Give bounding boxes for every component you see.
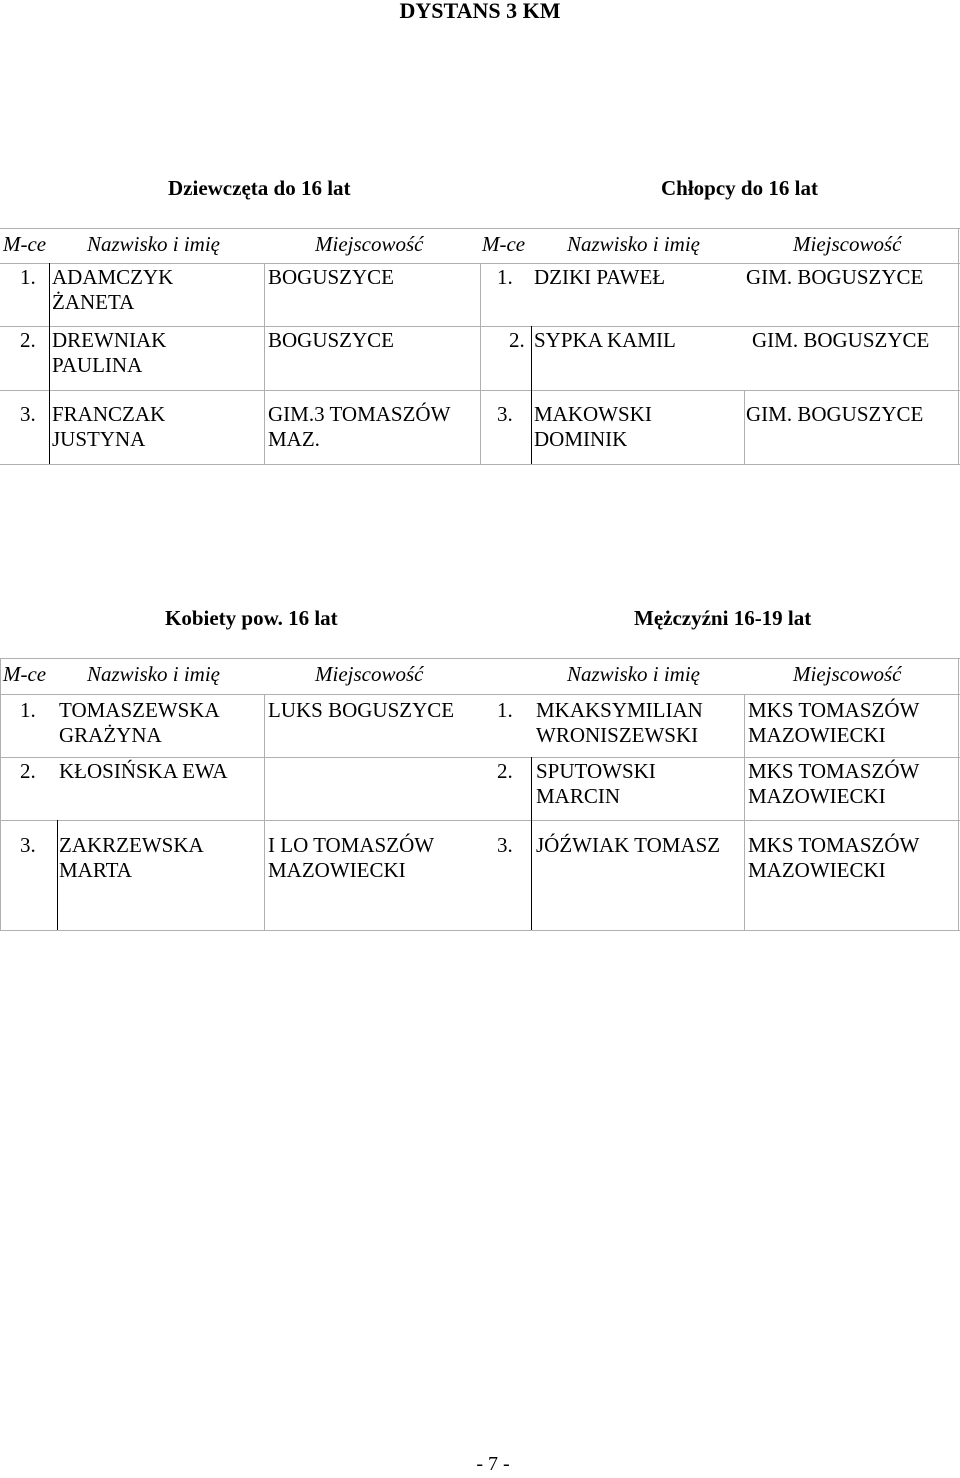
header-town: Miejscowość [315,232,424,256]
section1-right-title: Chłopcy do 16 lat [661,176,818,200]
header-name: Nazwisko i imię [87,232,221,256]
place-cell: 2. [509,328,525,352]
header-name: Nazwisko i imię [87,662,221,686]
header-name: Nazwisko i imię [567,662,701,686]
name-cell: FRANCZAK [52,402,166,426]
name-cell: DOMINIK [534,427,628,451]
place-cell: 1. [497,698,513,722]
place-cell: 2. [20,759,36,783]
place-cell: 3. [497,402,513,426]
place-cell: 3. [20,833,36,857]
town-cell: GIM. BOGUSZYCE [746,265,924,289]
name-cell: JUSTYNA [52,427,146,451]
town-cell: MAZOWIECKI [268,858,406,882]
place-cell: 2. [20,328,36,352]
place-cell: 3. [497,833,513,857]
header-place: M-ce [3,662,47,686]
name-cell: DZIKI PAWEŁ [534,265,666,289]
page-number: - 7 - [476,1453,510,1475]
town-cell: BOGUSZYCE [268,265,395,289]
town-cell: GIM. BOGUSZYCE [752,328,930,352]
place-cell: 1. [20,698,36,722]
name-cell: MKAKSYMILIAN [536,698,703,722]
header-place: M-ce [482,232,526,256]
name-cell: ADAMCZYK [52,265,174,289]
place-cell: 2. [497,759,513,783]
name-cell: JÓŹWIAK TOMASZ [536,833,721,857]
place-cell: 1. [20,265,36,289]
header-town: Miejscowość [315,662,424,686]
section2-left-title: Kobiety pow. 16 lat [165,606,338,630]
page-title: DYSTANS 3 KM [399,0,561,23]
name-cell: TOMASZEWSKA [59,698,220,722]
name-cell: SPUTOWSKI [536,759,656,783]
name-cell: MARTA [59,858,132,882]
town-cell: MAZOWIECKI [748,723,886,747]
name-cell: KŁOSIŃSKA EWA [59,759,228,783]
name-cell: MAKOWSKI [534,402,652,426]
place-cell: 1. [497,265,513,289]
name-cell: ZAKRZEWSKA [59,833,204,857]
name-cell: MARCIN [536,784,621,808]
town-cell: MAZ. [268,427,320,451]
town-cell: MKS TOMASZÓW [748,833,920,857]
header-name: Nazwisko i imię [567,232,701,256]
name-cell: ŻANETA [52,290,135,314]
name-cell: WRONISZEWSKI [536,723,699,747]
town-cell: MKS TOMASZÓW [748,759,920,783]
town-cell: GIM.3 TOMASZÓW [268,402,451,426]
name-cell: GRAŻYNA [59,723,162,747]
name-cell: PAULINA [52,353,143,377]
name-cell: SYPKA KAMIL [534,328,676,352]
name-cell: DREWNIAK [52,328,167,352]
place-cell: 3. [20,402,36,426]
town-cell: GIM. BOGUSZYCE [746,402,924,426]
header-place: M-ce [3,232,47,256]
header-town: Miejscowość [793,232,902,256]
section2-right-title: Mężczyźni 16-19 lat [634,606,812,630]
town-cell: LUKS BOGUSZYCE [268,698,455,722]
header-town: Miejscowość [793,662,902,686]
town-cell: I LO TOMASZÓW [268,833,435,857]
town-cell: MAZOWIECKI [748,784,886,808]
town-cell: BOGUSZYCE [268,328,395,352]
section1-left-title: Dziewczęta do 16 lat [168,176,351,200]
town-cell: MAZOWIECKI [748,858,886,882]
town-cell: MKS TOMASZÓW [748,698,920,722]
